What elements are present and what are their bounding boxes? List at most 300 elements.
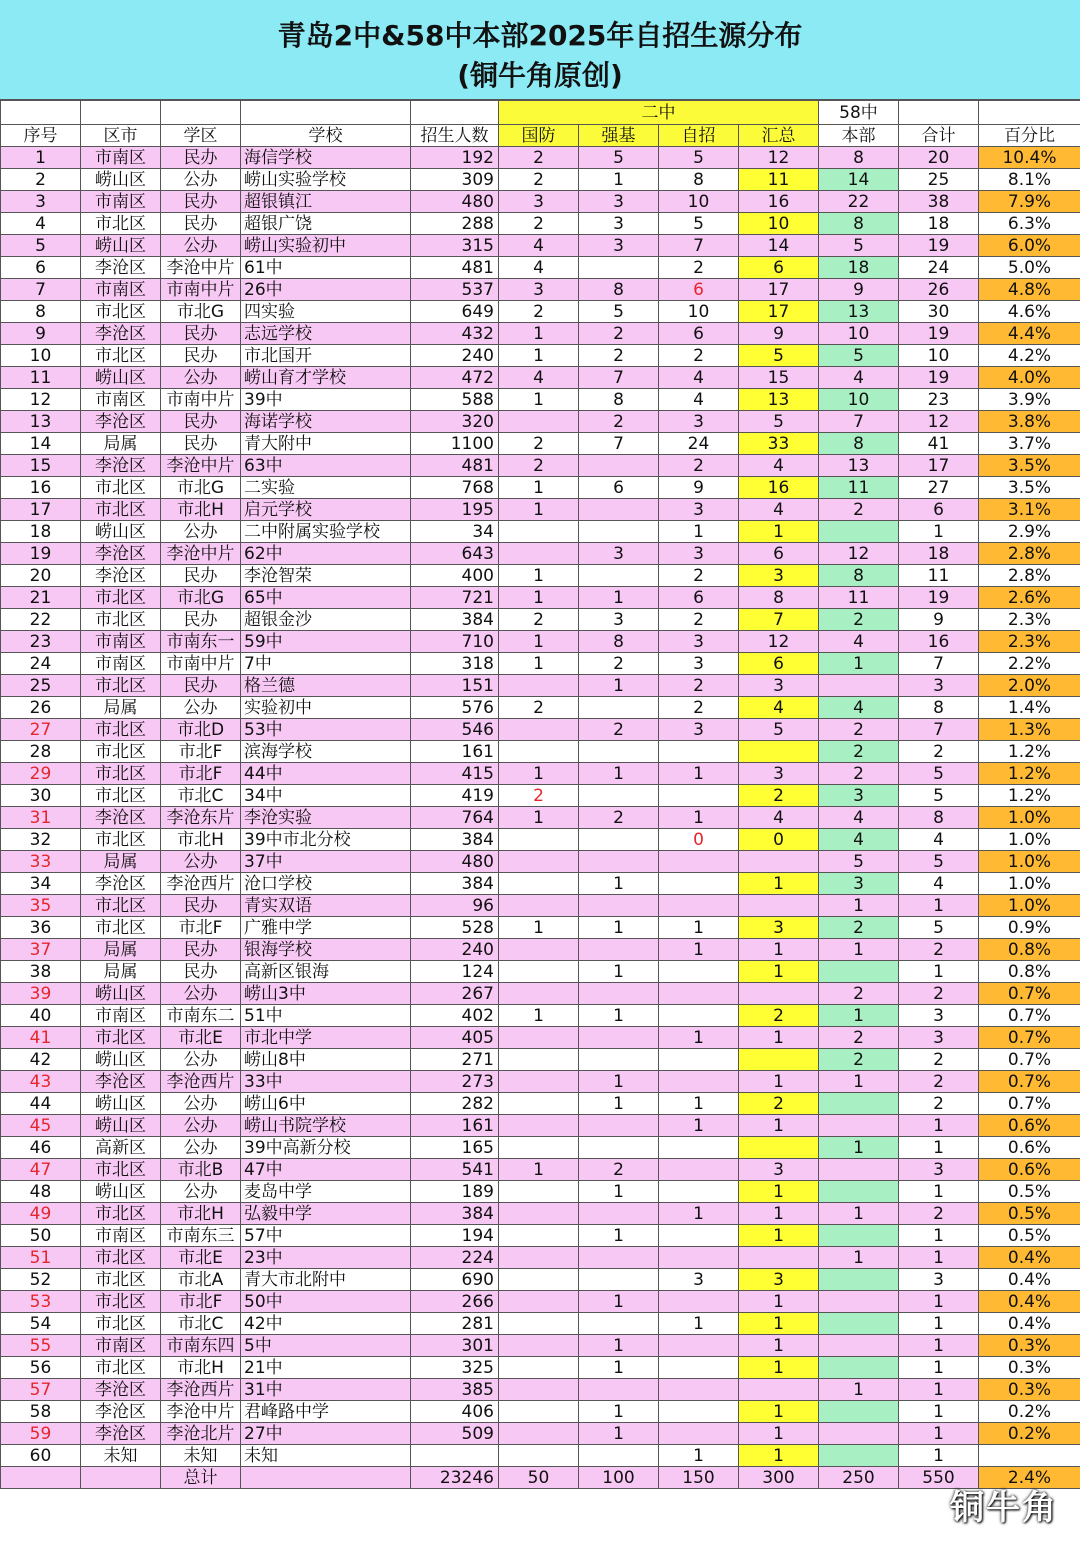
cell-benbu-58: 2 (819, 1049, 899, 1071)
cell-benbu-58: 13 (819, 455, 899, 477)
cell-huizong-2zhong: 3 (739, 1269, 819, 1291)
cell-row-index: 46 (1, 1137, 81, 1159)
cell-row-index: 57 (1, 1379, 81, 1401)
cell-qiangji (579, 257, 659, 279)
cell-qiangji: 1 (579, 675, 659, 697)
cell-qiangji: 1 (579, 873, 659, 895)
cell-district: 崂山区 (81, 1049, 161, 1071)
cell-huizong-2zhong: 6 (739, 653, 819, 675)
total-percent: 2.4% (979, 1467, 1080, 1489)
table-row (1, 983, 1080, 1005)
cell-enrollment: 271 (411, 1049, 499, 1071)
cell-benbu-58: 1 (819, 1071, 899, 1093)
cell-school-name: 市北国开 (241, 345, 411, 367)
cell-school-name: 62中 (241, 543, 411, 565)
cell-guofang (499, 719, 579, 741)
cell-heji-total: 10 (899, 345, 979, 367)
table-row (1, 1027, 1080, 1049)
cell-percent: 1.0% (979, 873, 1080, 895)
cell-huizong-2zhong: 4 (739, 499, 819, 521)
cell-benbu-58: 1 (819, 939, 899, 961)
table-row (1, 543, 1080, 565)
cell-huizong-2zhong (739, 1049, 819, 1071)
cell-qiangji (579, 455, 659, 477)
cell-percent: 0.4% (979, 1247, 1080, 1269)
cell-zizhao: 24 (659, 433, 739, 455)
cell-heji-total: 2 (899, 1093, 979, 1115)
cell-school-name: 65中 (241, 587, 411, 609)
cell-enrollment: 161 (411, 1115, 499, 1137)
header-cell: 国防 (499, 125, 579, 147)
header-cell: 区市 (81, 125, 161, 147)
cell-school-zone: 李沧西片 (161, 1379, 241, 1401)
cell-zizhao: 4 (659, 367, 739, 389)
total-label: 总计 (161, 1467, 241, 1489)
cell-qiangji (579, 895, 659, 917)
cell-qiangji: 1 (579, 1335, 659, 1357)
cell-benbu-58: 5 (819, 235, 899, 257)
cell-heji-total: 1 (899, 1313, 979, 1335)
cell-huizong-2zhong: 0 (739, 829, 819, 851)
cell-district: 李沧区 (81, 323, 161, 345)
cell-guofang: 1 (499, 653, 579, 675)
cell-enrollment: 432 (411, 323, 499, 345)
cell-school-zone: 李沧中片 (161, 455, 241, 477)
cell-school-zone: 市北G (161, 587, 241, 609)
cell-row-index: 4 (1, 213, 81, 235)
cell-zizhao (659, 1379, 739, 1401)
cell-percent (979, 1445, 1080, 1467)
cell-percent: 0.7% (979, 1005, 1080, 1027)
cell-heji-total: 19 (899, 587, 979, 609)
cell-huizong-2zhong: 9 (739, 323, 819, 345)
cell-school-zone: 李沧中片 (161, 543, 241, 565)
cell-school-zone: 市北H (161, 1357, 241, 1379)
cell-guofang (499, 1423, 579, 1445)
cell-heji-total: 38 (899, 191, 979, 213)
cell-benbu-58: 2 (819, 741, 899, 763)
cell-row-index: 31 (1, 807, 81, 829)
table-row (1, 1203, 1080, 1225)
cell-zizhao: 10 (659, 301, 739, 323)
watermark: 铜牛角 (950, 1488, 1058, 1528)
table-row (1, 697, 1080, 719)
table-row (1, 389, 1080, 411)
table-row (1, 1225, 1080, 1247)
cell-guofang (499, 829, 579, 851)
cell-guofang (499, 1115, 579, 1137)
cell-enrollment: 480 (411, 851, 499, 873)
header-cell: 招生人数 (411, 125, 499, 147)
cell-row-index: 37 (1, 939, 81, 961)
cell-zizhao: 1 (659, 1027, 739, 1049)
cell-heji-total: 1 (899, 1379, 979, 1401)
cell-benbu-58 (819, 1357, 899, 1379)
cell-benbu-58: 10 (819, 323, 899, 345)
cell-percent: 0.4% (979, 1269, 1080, 1291)
cell-percent: 5.0% (979, 257, 1080, 279)
cell-percent: 0.9% (979, 917, 1080, 939)
cell-enrollment: 240 (411, 939, 499, 961)
cell-district: 局属 (81, 851, 161, 873)
cell-school-zone: 公办 (161, 1115, 241, 1137)
cell-heji-total: 18 (899, 213, 979, 235)
cell-guofang (499, 1379, 579, 1401)
cell-zizhao (659, 983, 739, 1005)
cell-district: 市北区 (81, 1291, 161, 1313)
cell-benbu-58: 4 (819, 367, 899, 389)
cell-qiangji: 8 (579, 631, 659, 653)
cell-zizhao: 5 (659, 147, 739, 169)
cell-row-index: 41 (1, 1027, 81, 1049)
cell-row-index: 23 (1, 631, 81, 653)
cell-guofang (499, 1027, 579, 1049)
cell-district: 崂山区 (81, 169, 161, 191)
cell-row-index: 59 (1, 1423, 81, 1445)
cell-district: 市北区 (81, 1247, 161, 1269)
cell-district: 崂山区 (81, 1115, 161, 1137)
cell-row-index: 39 (1, 983, 81, 1005)
cell-benbu-58: 9 (819, 279, 899, 301)
cell-qiangji (579, 851, 659, 873)
cell-heji-total: 5 (899, 785, 979, 807)
cell-qiangji: 1 (579, 1225, 659, 1247)
cell-percent: 3.7% (979, 433, 1080, 455)
cell-enrollment: 34 (411, 521, 499, 543)
cell-huizong-2zhong: 33 (739, 433, 819, 455)
header-blank (899, 101, 979, 125)
cell-school-name: 高新区银海 (241, 961, 411, 983)
cell-row-index: 43 (1, 1071, 81, 1093)
cell-school-name: 滨海学校 (241, 741, 411, 763)
cell-guofang (499, 1049, 579, 1071)
cell-district: 市北区 (81, 499, 161, 521)
cell-school-zone: 民办 (161, 675, 241, 697)
cell-heji-total: 1 (899, 1137, 979, 1159)
cell-school-zone: 公办 (161, 367, 241, 389)
total-huizong: 300 (739, 1467, 819, 1489)
cell-guofang (499, 1093, 579, 1115)
table-row (1, 169, 1080, 191)
cell-school-zone: 公办 (161, 1049, 241, 1071)
cell-guofang: 1 (499, 587, 579, 609)
cell-percent: 0.3% (979, 1379, 1080, 1401)
cell-row-index: 13 (1, 411, 81, 433)
cell-zizhao: 2 (659, 455, 739, 477)
cell-huizong-2zhong: 12 (739, 631, 819, 653)
cell-zizhao (659, 1049, 739, 1071)
cell-district: 崂山区 (81, 1181, 161, 1203)
cell-school-name: 超银广饶 (241, 213, 411, 235)
cell-heji-total: 1 (899, 961, 979, 983)
table-row (1, 741, 1080, 763)
cell-district: 李沧区 (81, 1423, 161, 1445)
cell-benbu-58: 2 (819, 499, 899, 521)
cell-enrollment: 273 (411, 1071, 499, 1093)
cell-benbu-58 (819, 1423, 899, 1445)
cell-row-index: 50 (1, 1225, 81, 1247)
cell-huizong-2zhong: 1 (739, 1313, 819, 1335)
cell-enrollment: 318 (411, 653, 499, 675)
cell-huizong-2zhong: 17 (739, 279, 819, 301)
cell-guofang (499, 1445, 579, 1467)
cell-school-zone: 市北F (161, 1291, 241, 1313)
table-row (1, 345, 1080, 367)
cell-huizong-2zhong: 16 (739, 477, 819, 499)
cell-guofang (499, 983, 579, 1005)
cell-zizhao: 3 (659, 631, 739, 653)
cell-huizong-2zhong: 1 (739, 961, 819, 983)
cell-percent: 4.0% (979, 367, 1080, 389)
cell-percent: 0.3% (979, 1357, 1080, 1379)
cell-guofang (499, 851, 579, 873)
cell-district: 市北区 (81, 587, 161, 609)
cell-qiangji (579, 1115, 659, 1137)
cell-school-zone: 公办 (161, 1093, 241, 1115)
cell-zizhao (659, 1357, 739, 1379)
cell-school-zone: 民办 (161, 213, 241, 235)
table-row (1, 675, 1080, 697)
cell-row-index: 45 (1, 1115, 81, 1137)
cell-zizhao: 6 (659, 587, 739, 609)
cell-guofang (499, 741, 579, 763)
cell-percent: 2.6% (979, 587, 1080, 609)
cell-enrollment: 480 (411, 191, 499, 213)
cell-school-name: 39中市北分校 (241, 829, 411, 851)
table-row (1, 411, 1080, 433)
cell-benbu-58: 5 (819, 851, 899, 873)
cell-guofang (499, 1203, 579, 1225)
cell-school-zone: 李沧中片 (161, 1401, 241, 1423)
table-row (1, 1049, 1080, 1071)
cell-school-name: 君峰路中学 (241, 1401, 411, 1423)
cell-enrollment: 643 (411, 543, 499, 565)
cell-school-zone: 市北H (161, 1203, 241, 1225)
cell-district: 局属 (81, 961, 161, 983)
cell-school-name: 53中 (241, 719, 411, 741)
cell-huizong-2zhong: 1 (739, 1115, 819, 1137)
table-row (1, 1401, 1080, 1423)
table-row (1, 587, 1080, 609)
cell-zizhao: 2 (659, 257, 739, 279)
cell-qiangji: 7 (579, 367, 659, 389)
cell-qiangji: 3 (579, 191, 659, 213)
cell-zizhao (659, 1335, 739, 1357)
cell-guofang: 1 (499, 807, 579, 829)
cell-enrollment: 1100 (411, 433, 499, 455)
table-row (1, 433, 1080, 455)
cell-heji-total: 20 (899, 147, 979, 169)
cell-guofang: 2 (499, 147, 579, 169)
cell-school-zone: 公办 (161, 851, 241, 873)
cell-zizhao: 9 (659, 477, 739, 499)
total-zizhao: 150 (659, 1467, 739, 1489)
cell-guofang (499, 411, 579, 433)
cell-benbu-58: 1 (819, 1203, 899, 1225)
cell-district: 市南区 (81, 653, 161, 675)
cell-benbu-58: 4 (819, 829, 899, 851)
cell-enrollment: 768 (411, 477, 499, 499)
cell-percent: 2.8% (979, 543, 1080, 565)
cell-row-index: 25 (1, 675, 81, 697)
cell-huizong-2zhong: 3 (739, 1159, 819, 1181)
cell-district: 市北区 (81, 763, 161, 785)
cell-school-name: 市北中学 (241, 1027, 411, 1049)
cell-heji-total: 2 (899, 983, 979, 1005)
cell-benbu-58: 4 (819, 807, 899, 829)
cell-district: 崂山区 (81, 235, 161, 257)
cell-benbu-58 (819, 675, 899, 697)
cell-enrollment: 690 (411, 1269, 499, 1291)
cell-guofang: 2 (499, 169, 579, 191)
cell-qiangji: 8 (579, 389, 659, 411)
cell-heji-total: 19 (899, 323, 979, 345)
cell-school-zone: 民办 (161, 191, 241, 213)
cell-enrollment: 546 (411, 719, 499, 741)
table-row (1, 719, 1080, 741)
cell-enrollment: 402 (411, 1005, 499, 1027)
cell-guofang: 4 (499, 257, 579, 279)
cell-guofang (499, 1401, 579, 1423)
cell-row-index: 16 (1, 477, 81, 499)
cell-school-name: 27中 (241, 1423, 411, 1445)
cell-huizong-2zhong: 6 (739, 257, 819, 279)
cell-qiangji (579, 1313, 659, 1335)
table-row (1, 235, 1080, 257)
cell-school-zone: 市北G (161, 301, 241, 323)
cell-guofang: 1 (499, 477, 579, 499)
cell-heji-total: 23 (899, 389, 979, 411)
cell-qiangji: 1 (579, 1005, 659, 1027)
cell-enrollment: 541 (411, 1159, 499, 1181)
cell-enrollment: 325 (411, 1357, 499, 1379)
cell-heji-total: 2 (899, 1203, 979, 1225)
cell-school-zone: 公办 (161, 235, 241, 257)
cell-row-index: 42 (1, 1049, 81, 1071)
table-row (1, 455, 1080, 477)
cell-row-index: 22 (1, 609, 81, 631)
cell-qiangji: 1 (579, 1423, 659, 1445)
cell-enrollment: 384 (411, 873, 499, 895)
cell-district: 李沧区 (81, 1071, 161, 1093)
cell-school-zone: 公办 (161, 983, 241, 1005)
cell-zizhao: 10 (659, 191, 739, 213)
cell-benbu-58 (819, 1335, 899, 1357)
cell-zizhao (659, 1159, 739, 1181)
cell-benbu-58 (819, 1445, 899, 1467)
cell-huizong-2zhong: 3 (739, 917, 819, 939)
cell-school-name: 63中 (241, 455, 411, 477)
cell-qiangji: 2 (579, 323, 659, 345)
cell-qiangji (579, 939, 659, 961)
cell-school-zone: 市北H (161, 829, 241, 851)
cell-benbu-58: 11 (819, 587, 899, 609)
cell-enrollment: 301 (411, 1335, 499, 1357)
cell-heji-total: 1 (899, 1445, 979, 1467)
cell-benbu-58 (819, 1269, 899, 1291)
cell-row-index: 52 (1, 1269, 81, 1291)
cell-school-zone: 民办 (161, 895, 241, 917)
cell-district: 李沧区 (81, 565, 161, 587)
cell-huizong-2zhong: 1 (739, 1225, 819, 1247)
cell-guofang (499, 961, 579, 983)
table-row (1, 873, 1080, 895)
table-row (1, 829, 1080, 851)
cell-zizhao: 3 (659, 1269, 739, 1291)
cell-zizhao (659, 785, 739, 807)
cell-district: 李沧区 (81, 257, 161, 279)
cell-huizong-2zhong (739, 1379, 819, 1401)
cell-zizhao (659, 741, 739, 763)
cell-school-name: 61中 (241, 257, 411, 279)
cell-heji-total: 3 (899, 1005, 979, 1027)
table-row (1, 631, 1080, 653)
cell-percent: 0.6% (979, 1115, 1080, 1137)
cell-heji-total: 1 (899, 1225, 979, 1247)
cell-huizong-2zhong: 5 (739, 411, 819, 433)
cell-guofang (499, 675, 579, 697)
cell-zizhao: 2 (659, 345, 739, 367)
cell-qiangji: 6 (579, 477, 659, 499)
cell-heji-total: 1 (899, 895, 979, 917)
header-blank (1, 101, 81, 125)
cell-percent: 0.4% (979, 1291, 1080, 1313)
cell-guofang (499, 1291, 579, 1313)
cell-district: 李沧区 (81, 543, 161, 565)
cell-district: 市北区 (81, 1357, 161, 1379)
cell-percent: 2.2% (979, 653, 1080, 675)
cell-district: 市南区 (81, 147, 161, 169)
cell-percent: 2.3% (979, 609, 1080, 631)
cell-benbu-58: 1 (819, 653, 899, 675)
cell-enrollment: 710 (411, 631, 499, 653)
cell-district: 局属 (81, 433, 161, 455)
cell-zizhao: 1 (659, 1313, 739, 1335)
cell-guofang: 3 (499, 279, 579, 301)
table-row (1, 939, 1080, 961)
cell-school-name: 未知 (241, 1445, 411, 1467)
total-blank (241, 1467, 411, 1489)
cell-school-name: 弘毅中学 (241, 1203, 411, 1225)
header-cell: 自招 (659, 125, 739, 147)
cell-huizong-2zhong: 8 (739, 587, 819, 609)
cell-guofang: 3 (499, 191, 579, 213)
cell-zizhao (659, 851, 739, 873)
cell-row-index: 47 (1, 1159, 81, 1181)
cell-enrollment: 194 (411, 1225, 499, 1247)
cell-percent: 6.0% (979, 235, 1080, 257)
cell-school-name: 二中附属实验学校 (241, 521, 411, 543)
cell-huizong-2zhong: 16 (739, 191, 819, 213)
cell-percent: 2.9% (979, 521, 1080, 543)
cell-guofang: 4 (499, 367, 579, 389)
cell-qiangji (579, 983, 659, 1005)
cell-qiangji (579, 521, 659, 543)
cell-zizhao: 1 (659, 917, 739, 939)
cell-school-zone: 市北D (161, 719, 241, 741)
cell-row-index: 19 (1, 543, 81, 565)
table-row (1, 565, 1080, 587)
cell-district: 李沧区 (81, 1379, 161, 1401)
cell-enrollment: 649 (411, 301, 499, 323)
cell-enrollment: 764 (411, 807, 499, 829)
cell-qiangji: 1 (579, 917, 659, 939)
cell-guofang: 2 (499, 455, 579, 477)
cell-district: 市北区 (81, 1027, 161, 1049)
cell-qiangji: 1 (579, 1071, 659, 1093)
cell-huizong-2zhong: 15 (739, 367, 819, 389)
cell-enrollment: 240 (411, 345, 499, 367)
